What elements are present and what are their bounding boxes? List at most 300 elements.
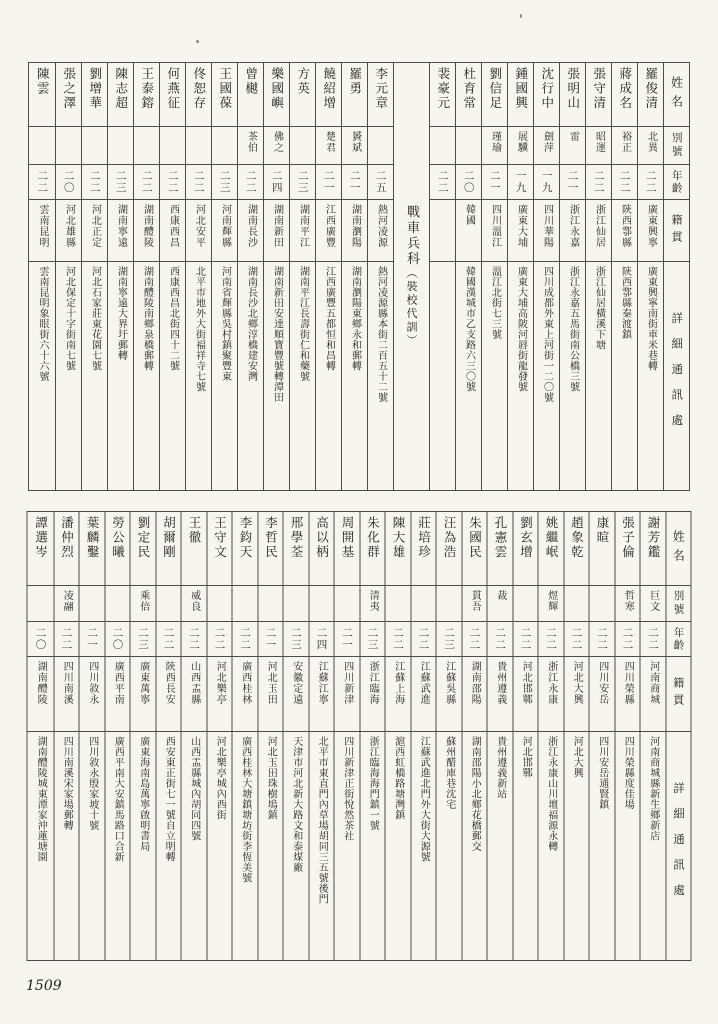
entry-address bbox=[411, 732, 436, 960]
entry-alias bbox=[430, 127, 455, 165]
header-native-text: 籍貫 bbox=[670, 213, 683, 248]
entry-column bbox=[283, 512, 309, 960]
entry-address-text: 河北樂亭城內西街 bbox=[214, 736, 226, 820]
entry-name bbox=[28, 512, 54, 586]
entry-native-text: 浙江仙居 bbox=[593, 204, 605, 248]
entry-native bbox=[80, 657, 105, 732]
entry-name bbox=[56, 63, 81, 127]
entry-alias bbox=[156, 586, 181, 622]
entry-native-text: 湖南醴陵 bbox=[35, 661, 47, 705]
entry-native bbox=[54, 657, 79, 732]
entry-age bbox=[238, 165, 263, 200]
entry-address bbox=[638, 262, 663, 490]
entry-alias bbox=[360, 586, 385, 622]
entry-name-text: 羅勇 bbox=[347, 67, 363, 96]
entry-age bbox=[290, 165, 315, 200]
entry-native bbox=[641, 657, 666, 732]
entry-alias bbox=[207, 586, 232, 622]
entry-native bbox=[131, 657, 156, 732]
entry-address-text: 湖南新田安達順寶豐號轉潭田 bbox=[271, 266, 283, 403]
entry-name-text: 張之澤 bbox=[61, 67, 77, 111]
entry-alias-text: 雷 bbox=[567, 131, 579, 142]
entry-address bbox=[134, 262, 159, 490]
section-title bbox=[405, 205, 418, 348]
entry-alias bbox=[641, 586, 666, 622]
entry-name-text: 陳大雄 bbox=[391, 516, 406, 560]
entry-native-text: 湖南平江 bbox=[297, 204, 309, 248]
entry-native bbox=[508, 200, 533, 262]
entry-address-text: 雲南昆明象眼街六十六號 bbox=[37, 266, 48, 382]
entry-column bbox=[640, 512, 666, 960]
header-age-text: 年齡 bbox=[672, 626, 685, 652]
entry-alias bbox=[108, 127, 133, 165]
entry-name bbox=[316, 63, 341, 127]
entry-name-text: 蔣成名 bbox=[617, 67, 633, 111]
entry-column bbox=[257, 512, 283, 960]
entry-name bbox=[539, 512, 564, 586]
entry-column bbox=[611, 63, 637, 490]
entry-address-text: 河南省輝縣吳村鎮聚豐東 bbox=[219, 266, 231, 382]
entry-native bbox=[360, 657, 385, 732]
entry-address bbox=[437, 732, 462, 960]
entry-address-text: 貴州遵義新站 bbox=[494, 736, 506, 799]
entry-age-text: 二二 bbox=[88, 170, 101, 194]
entry-native bbox=[105, 657, 130, 732]
entry-name-text: 沈行中 bbox=[539, 67, 555, 111]
entry-name bbox=[430, 63, 455, 127]
entry-native-text: 廣西平南 bbox=[112, 661, 124, 705]
entry-age-text: 二二 bbox=[166, 170, 179, 194]
entry-age-text: 二一 bbox=[566, 170, 579, 194]
top-table bbox=[28, 62, 690, 491]
entry-age-text: 二一 bbox=[341, 627, 353, 651]
entry-alias bbox=[335, 586, 360, 622]
entry-native-text: 河北正定 bbox=[89, 204, 101, 248]
entry-alias bbox=[233, 586, 258, 622]
entry-name-text: 李哲民 bbox=[263, 516, 279, 560]
entry-age bbox=[430, 165, 455, 200]
entry-name-text: 方英 bbox=[295, 67, 311, 96]
entry-age-text: 二二 bbox=[140, 170, 153, 194]
entry-address bbox=[316, 262, 341, 490]
entry-alias-text: 貫吾 bbox=[469, 590, 481, 612]
entry-column bbox=[410, 512, 436, 960]
entry-alias bbox=[586, 127, 611, 165]
entry-age-text: 二二 bbox=[392, 627, 404, 651]
entry-address bbox=[290, 262, 315, 490]
entry-age bbox=[54, 622, 79, 657]
entry-age bbox=[156, 622, 181, 657]
entry-alias-text: 裕正 bbox=[619, 131, 631, 153]
entry-age bbox=[641, 622, 666, 657]
entry-address bbox=[482, 262, 507, 490]
page-number: 1509 bbox=[26, 978, 62, 994]
entry-address-text: 韓國漢城市乙支路六三〇號 bbox=[463, 266, 475, 392]
entry-address-text: 廣西桂林大塘鎮塘坊街李恆美號 bbox=[239, 736, 251, 883]
entry-column bbox=[107, 63, 133, 490]
entry-address bbox=[456, 262, 481, 490]
entry-native-text: 廣東萬寧 bbox=[137, 661, 149, 705]
entry-alias bbox=[212, 127, 237, 165]
entry-alias bbox=[411, 586, 436, 622]
header-address bbox=[664, 262, 689, 490]
entry-native-text: 廣西桂林 bbox=[239, 661, 251, 705]
entry-address-text: 蘇州醋庫巷沈宅 bbox=[443, 736, 455, 810]
entry-address-text: 北平市東直門內草場胡同三五號後門 bbox=[316, 736, 328, 904]
entry-alias bbox=[80, 586, 105, 622]
entry-alias bbox=[456, 127, 481, 165]
entry-native-text: 河北樂亭 bbox=[214, 661, 226, 705]
entry-name-text: 曾樾 bbox=[243, 67, 259, 96]
entry-name-text: 張明山 bbox=[565, 67, 581, 111]
entry-age bbox=[212, 165, 237, 200]
entry-age-text: 二〇 bbox=[34, 627, 47, 651]
header-age bbox=[664, 165, 689, 200]
entry-age bbox=[28, 622, 54, 657]
entry-address bbox=[539, 732, 564, 960]
entry-name bbox=[386, 512, 411, 586]
entry-column bbox=[436, 512, 462, 960]
entry-native-text: 廣東興寧 bbox=[645, 204, 657, 248]
entry-name-text: 莊培珍 bbox=[416, 516, 432, 560]
entry-native bbox=[482, 200, 507, 262]
entry-column bbox=[29, 63, 55, 490]
entry-address bbox=[105, 732, 130, 960]
entry-column bbox=[461, 512, 487, 960]
entry-address-text: 湖南瀏陽東鄉永和郵轉 bbox=[349, 266, 361, 371]
entry-age bbox=[386, 622, 411, 657]
entry-column bbox=[334, 512, 360, 960]
entry-native-text: 江蘇吳縣 bbox=[443, 661, 455, 705]
entry-age-text: 一九 bbox=[540, 170, 553, 194]
entry-alias bbox=[258, 586, 283, 622]
entry-native-text: 江蘇武進 bbox=[418, 661, 430, 705]
entry-age-text: 二三 bbox=[443, 627, 455, 651]
entry-age bbox=[342, 165, 367, 200]
entry-native-text: 江西廣豐 bbox=[323, 204, 335, 248]
entry-address bbox=[615, 732, 640, 960]
entry-column bbox=[130, 512, 156, 960]
entry-name bbox=[368, 63, 393, 127]
entry-alias bbox=[386, 586, 411, 622]
entry-address-text: 浙江臨海海門鎮一號 bbox=[367, 736, 379, 831]
header-address bbox=[666, 732, 691, 960]
entry-address-text: 江西廣豐五都恒和昌轉 bbox=[323, 266, 335, 371]
entry-column bbox=[538, 512, 564, 960]
entry-name bbox=[342, 63, 367, 127]
header-native-text: 籍貫 bbox=[671, 677, 685, 711]
entry-alias bbox=[105, 586, 130, 622]
entry-column bbox=[559, 63, 585, 490]
entry-address-text: 廣西平南大安鎮馬路口合新 bbox=[112, 736, 124, 862]
entry-address-text: 西康西昌北街四十二號 bbox=[167, 266, 179, 371]
entry-native bbox=[386, 657, 411, 732]
entry-column bbox=[487, 512, 513, 960]
header-age bbox=[666, 622, 691, 657]
entry-age bbox=[638, 165, 663, 200]
entry-name bbox=[105, 512, 130, 586]
entry-name-text: 羅俊清 bbox=[643, 67, 659, 111]
entry-age bbox=[437, 622, 462, 657]
entry-age-text: 二二 bbox=[494, 627, 506, 651]
entry-alias-text: 威良 bbox=[188, 590, 200, 612]
entry-column bbox=[341, 63, 367, 490]
entry-native-text: 廣東大埔 bbox=[515, 204, 527, 248]
entry-address bbox=[590, 732, 615, 960]
entry-column bbox=[104, 512, 130, 960]
entry-name-text: 譚選岑 bbox=[33, 516, 49, 560]
entry-address bbox=[207, 732, 232, 960]
entry-name-text: 王守文 bbox=[212, 516, 228, 560]
entry-column bbox=[533, 63, 559, 490]
entry-native-text: 四川安岳 bbox=[596, 661, 608, 705]
entry-alias-text: 佛之 bbox=[271, 131, 283, 153]
entry-age bbox=[108, 165, 133, 200]
entry-name-text: 康暄 bbox=[595, 516, 610, 545]
entry-native-text: 湖南長沙 bbox=[245, 204, 257, 248]
entry-native-text: 貴州遵義 bbox=[494, 661, 506, 705]
entry-native-text: 四川榮縣 bbox=[622, 661, 634, 705]
entry-alias bbox=[564, 586, 589, 622]
entry-address-text: 浙江仙居橫溪下塘 bbox=[593, 266, 605, 350]
entry-address-text: 四川榮縣度佳場 bbox=[622, 736, 634, 810]
entry-address bbox=[160, 262, 185, 490]
entry-address-text: 河南商城縣新生鄉新店 bbox=[647, 736, 659, 841]
entry-address-text: 溫江北街七三號 bbox=[489, 266, 501, 340]
entry-native-text: 西康西昌 bbox=[167, 204, 179, 248]
entry-age-text: 二二 bbox=[244, 170, 257, 194]
entry-native bbox=[437, 657, 462, 732]
entry-column bbox=[263, 63, 289, 490]
entry-name-text: 朱化群 bbox=[365, 516, 381, 560]
entry-column bbox=[315, 63, 341, 490]
entry-column bbox=[585, 63, 611, 490]
entry-age-text: 二三 bbox=[290, 627, 302, 651]
scan-speck bbox=[520, 14, 522, 18]
entry-alias bbox=[56, 127, 81, 165]
entry-age-text: 二四 bbox=[270, 170, 283, 194]
entry-native bbox=[264, 200, 289, 262]
entry-name-text: 陳志超 bbox=[113, 67, 129, 111]
entry-alias bbox=[316, 127, 341, 165]
entry-native bbox=[411, 657, 436, 732]
entry-address bbox=[360, 732, 385, 960]
entry-address-text: 河北邯鄲 bbox=[520, 736, 532, 778]
entry-column bbox=[185, 63, 211, 490]
entry-name bbox=[456, 63, 481, 127]
entry-address-text: 四川敘永殷家坡十號 bbox=[86, 736, 98, 831]
section-title-main: 戰車兵科 bbox=[404, 205, 419, 267]
entry-name bbox=[309, 512, 334, 586]
header-native bbox=[666, 657, 691, 732]
entry-address bbox=[54, 732, 79, 960]
entry-column bbox=[159, 63, 185, 490]
header-alias bbox=[666, 586, 691, 622]
entry-alias bbox=[437, 586, 462, 622]
entry-native bbox=[28, 657, 54, 732]
entry-alias bbox=[513, 586, 538, 622]
entry-name-text: 王徹 bbox=[187, 516, 202, 545]
entry-alias bbox=[462, 586, 487, 622]
entry-age-text: 二一 bbox=[264, 627, 277, 651]
entry-alias bbox=[264, 127, 289, 165]
entry-alias-text: 清夷 bbox=[367, 590, 379, 612]
entry-column bbox=[481, 63, 507, 490]
entry-native bbox=[309, 657, 334, 732]
entry-alias bbox=[29, 127, 55, 165]
entry-alias-text: 楚君 bbox=[323, 131, 335, 153]
entry-native bbox=[238, 200, 263, 262]
entry-native-text: 湖南邵陽 bbox=[469, 661, 481, 705]
entry-column bbox=[455, 63, 481, 490]
entry-address bbox=[233, 732, 258, 960]
entry-age bbox=[564, 622, 589, 657]
entry-address-text: 湖南平江長壽街仁和藥號 bbox=[297, 266, 309, 382]
entry-address-text: 廣東大埔高陂河唇街龍發號 bbox=[515, 266, 527, 392]
entry-name bbox=[108, 63, 133, 127]
entry-age bbox=[612, 165, 637, 200]
entry-native-text: 陝西鄠縣 bbox=[619, 204, 631, 248]
entry-name-text: 張子倫 bbox=[620, 516, 636, 560]
entry-column bbox=[79, 512, 105, 960]
entry-age bbox=[534, 165, 559, 200]
entry-address bbox=[82, 262, 107, 490]
entry-native-text: 四川南溪 bbox=[61, 661, 73, 705]
entry-name-text: 鍾國興 bbox=[513, 67, 529, 111]
entry-address-text: 四川南溪宋家場郵轉 bbox=[61, 736, 73, 831]
entry-name-text: 饒紹增 bbox=[321, 67, 337, 111]
entry-name bbox=[638, 63, 663, 127]
entry-alias bbox=[160, 127, 185, 165]
entry-age bbox=[539, 622, 564, 657]
header-name bbox=[666, 512, 691, 586]
entry-address bbox=[264, 262, 289, 490]
entry-alias bbox=[368, 127, 393, 165]
entry-native bbox=[108, 200, 133, 262]
entry-name bbox=[615, 512, 640, 586]
entry-column bbox=[637, 63, 663, 490]
entry-name-text: 李元章 bbox=[373, 67, 389, 111]
entry-column bbox=[507, 63, 533, 490]
entry-age-text: 二二 bbox=[644, 170, 657, 194]
entry-name-text: 朱國民 bbox=[467, 516, 483, 560]
entry-alias bbox=[131, 586, 156, 622]
header-address-text: 詳細通訊處 bbox=[670, 312, 685, 440]
entry-address bbox=[335, 732, 360, 960]
entry-column bbox=[289, 63, 315, 490]
entry-address bbox=[564, 732, 589, 960]
entry-native-text: 四川華陽 bbox=[541, 204, 553, 248]
entry-alias bbox=[54, 586, 79, 622]
entry-native bbox=[612, 200, 637, 262]
entry-column bbox=[512, 512, 538, 960]
entry-age bbox=[309, 622, 334, 657]
entry-native-text: 湖南新田 bbox=[271, 204, 283, 248]
entry-address bbox=[182, 732, 207, 960]
entry-column bbox=[181, 512, 207, 960]
entry-native bbox=[134, 200, 159, 262]
scan-speck bbox=[196, 40, 199, 43]
entry-column bbox=[429, 63, 455, 490]
entry-age-text: 二〇 bbox=[111, 627, 124, 651]
entry-address bbox=[108, 262, 133, 490]
entry-age bbox=[82, 165, 107, 200]
entry-native-text: 河北安平 bbox=[193, 204, 205, 248]
entry-address-text: 河北保定十字街南七號 bbox=[63, 266, 75, 371]
entry-age-text: 二二 bbox=[213, 627, 226, 651]
header-name-text: 姓名 bbox=[669, 75, 684, 114]
entry-address bbox=[186, 262, 211, 490]
header-address-text: 詳細通訊處 bbox=[672, 782, 686, 910]
entry-column bbox=[81, 63, 107, 490]
entry-address-text: 廣東海南島萬寧啟明書局 bbox=[137, 736, 149, 852]
entry-address bbox=[56, 262, 81, 490]
entry-alias-text: 劍萍 bbox=[541, 131, 553, 153]
entry-name bbox=[82, 63, 107, 127]
entry-age-text: 二〇 bbox=[462, 170, 475, 194]
entry-alias-text: 展驥 bbox=[515, 131, 527, 153]
entry-native bbox=[586, 200, 611, 262]
entry-native bbox=[233, 657, 258, 732]
entry-address bbox=[131, 732, 156, 960]
entry-age-text: 二三 bbox=[137, 627, 149, 651]
entry-native bbox=[182, 657, 207, 732]
entry-address-text: 四川成都外東上河街一二〇號 bbox=[541, 266, 553, 403]
entry-age bbox=[160, 165, 185, 200]
entry-name bbox=[186, 63, 211, 127]
entry-name bbox=[488, 512, 513, 586]
entry-native-text: 雲南昆明 bbox=[37, 204, 48, 248]
entry-name bbox=[134, 63, 159, 127]
entry-alias bbox=[482, 127, 507, 165]
entry-age-text: 一九 bbox=[514, 170, 527, 194]
entry-age-text: 二二 bbox=[519, 627, 532, 651]
entry-name-text: 葉麟鑿 bbox=[85, 516, 100, 560]
entry-age-text: 二一 bbox=[488, 170, 501, 194]
entry-native bbox=[82, 200, 107, 262]
entry-name-text: 佟恕存 bbox=[191, 67, 207, 111]
entry-native bbox=[368, 200, 393, 262]
entry-native-text: 浙江永嘉 bbox=[567, 204, 579, 248]
entry-name bbox=[513, 512, 538, 586]
entry-native-text: 浙江臨海 bbox=[367, 661, 379, 705]
entry-alias bbox=[82, 127, 107, 165]
entry-name bbox=[590, 512, 615, 586]
entry-native-text: 四川溫江 bbox=[489, 204, 501, 248]
entry-age-text: 二一 bbox=[86, 627, 98, 651]
entry-name-text: 謝芳鑑 bbox=[646, 516, 661, 560]
entry-name bbox=[212, 63, 237, 127]
entry-column bbox=[385, 512, 411, 960]
entry-address-text: 河北大興 bbox=[571, 736, 583, 778]
entry-age-text: 二三 bbox=[366, 627, 379, 651]
entry-age-text: 二二 bbox=[188, 627, 200, 651]
header-native bbox=[664, 200, 689, 262]
entry-address bbox=[156, 732, 181, 960]
entry-name bbox=[612, 63, 637, 127]
entry-age bbox=[134, 165, 159, 200]
entry-alias bbox=[284, 586, 309, 622]
entry-native bbox=[335, 657, 360, 732]
entry-address-text: 浙江永嘉五馬街南公橋三號 bbox=[567, 266, 579, 392]
header-column bbox=[665, 512, 691, 960]
entry-native-text: 浙江永康 bbox=[545, 661, 557, 705]
entry-age bbox=[590, 622, 615, 657]
entry-native-text: 河北玉田 bbox=[265, 661, 277, 705]
entry-native bbox=[534, 200, 559, 262]
entry-age bbox=[207, 622, 232, 657]
entry-alias bbox=[186, 127, 211, 165]
